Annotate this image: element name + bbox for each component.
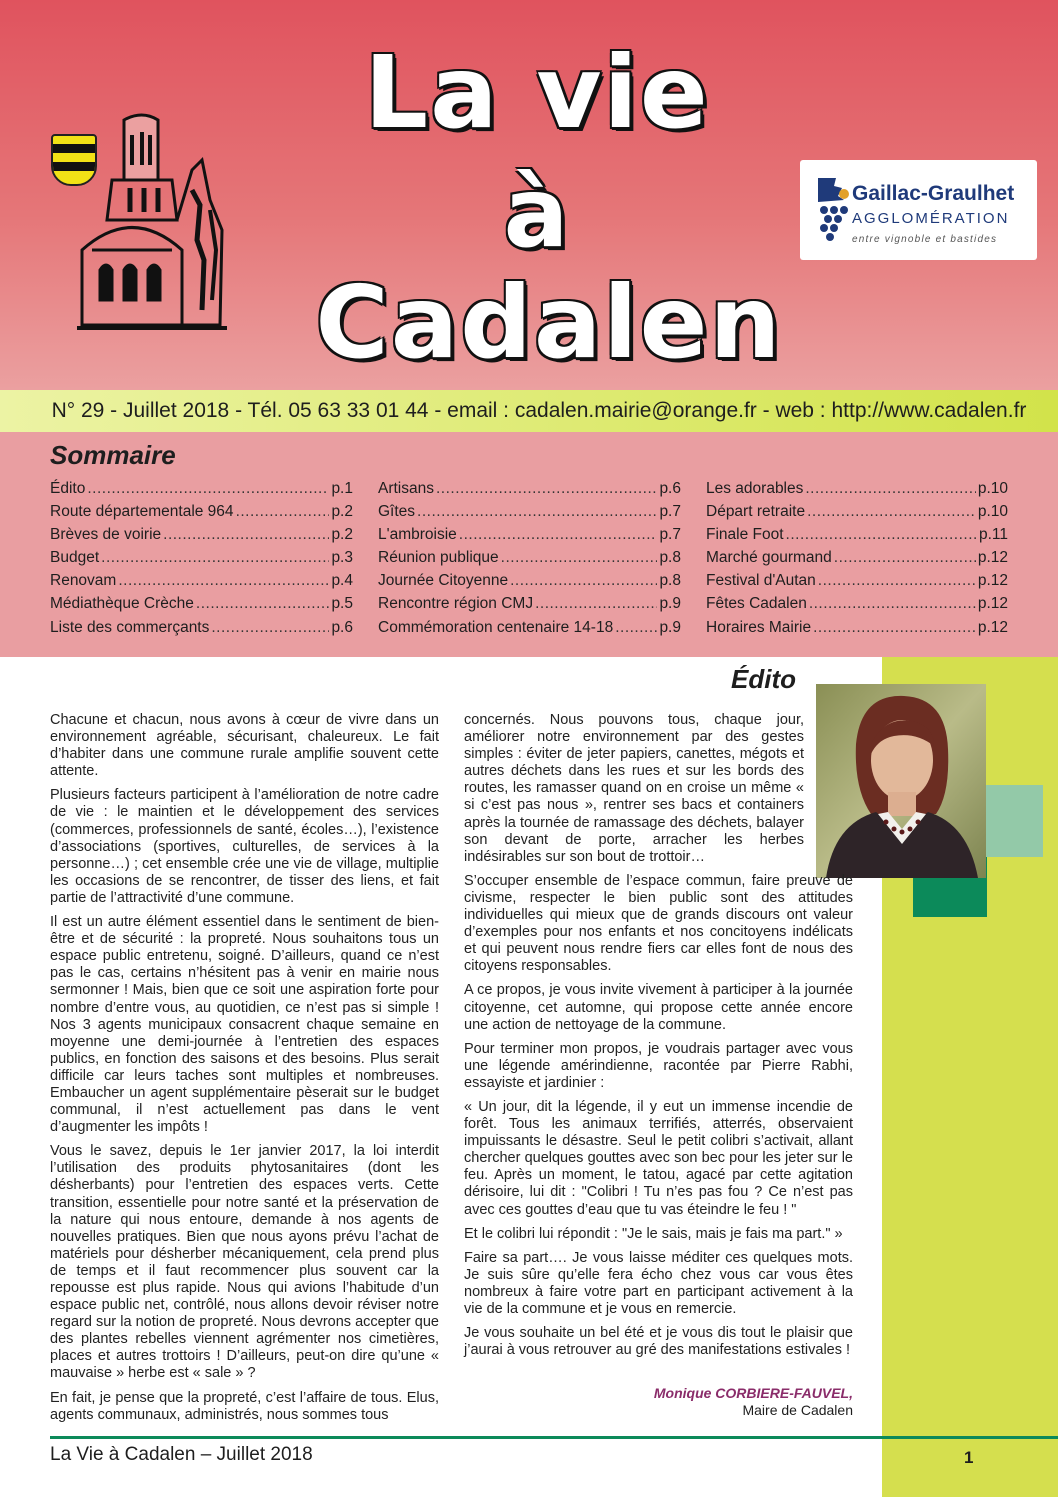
signature [464, 1385, 853, 1419]
footer-rule [50, 1436, 1058, 1439]
table-of-contents [0, 432, 1058, 657]
edito-column-2 [464, 712, 853, 1366]
edito-paragraph: Chacune et chacun, nous avons à cœur de vivre dans un environnement agréable, sécurisant, chaleureux. Le fait d’habiter dans une commune rurale amplifie souvent cette attente. [50, 712, 439, 780]
toc-leader [818, 572, 976, 590]
edito-paragraph: Plusieurs facteurs participent à l’amélioration de notre cadre de vie : le maintien et le développement des services (commerces, professionnels de santé, écoles…), l’existence d’associations (sportives, culturelles, de services à la personne…) ; cet ensemble crée une vie de village, multiplie les occasions de se rencontrer, de tisser des liens, et fait partie de l’attractivité d’une commune. [50, 787, 439, 906]
toc-leader [813, 619, 976, 637]
edito-paragraph: En fait, je pense que la propreté, c’est l’affaire de tous. Elus, agents communaux, administrés, nous sommes tous [50, 1389, 439, 1423]
toc-item[interactable]: Rencontre région CMJ ..... p.9 [378, 595, 681, 618]
page-number: 1 [964, 1448, 974, 1467]
edito-paragraph: A ce propos, je vous invite vivement à participer à la journée citoyenne, cet automne, qui propose cette année encore une action de nettoyage de la commune. [464, 982, 853, 1033]
footer-title: La Vie à Cadalen – Juillet 2018 [50, 1444, 313, 1465]
title-line-2: à [503, 157, 571, 269]
toc-leader [786, 526, 977, 544]
toc-leader [118, 572, 329, 590]
grape-cluster-icon [814, 174, 850, 246]
toc-leader [501, 549, 658, 567]
edito-column-1 [50, 712, 439, 1431]
edito-heading: Édito [731, 664, 796, 694]
toc-leader [535, 595, 657, 613]
toc-leader [459, 526, 658, 544]
toc-item[interactable]: Festival d'Autan ..... p.12 [706, 572, 1008, 595]
toc-column-3 [706, 480, 1008, 642]
edito-paragraph: S’occuper ensemble de l’espace commun, faire preuve de civisme, respecter le bien public sont des attitudes individuelles qui mieux que de grands discours ont valeur d’exemples pour nos enfants et nos concitoyens indélicats et qui peuvent nous rendre fiers car elles font de nous des citoyens responsables. [464, 872, 853, 975]
edito-paragraph: Je vous souhaite un bel été et je vous dis tout le plaisir que j’aurai à vous retrouver au gré des manifestations estivales ! [464, 1325, 853, 1359]
masthead [0, 0, 1058, 390]
edito-paragraph: « Un jour, dit la légende, il y eut un immense incendie de forêt. Tous les animaux terrifiés, atterrés, observaient impuissants le désastre. Seul le petit colibri s’activait, allant chercher quelques gouttes avec son bec pour les jeter sur le feu. Après un moment, le tatou, agacé par cette agitation dérisoire, lui dit : "Colibri ! Tu n’es pas fou ? Ce n’est pas avec ces gouttes d’eau que tu vas éteindre le feu ! " [464, 1098, 853, 1218]
partner-logo-tagline: entre vignoble et bastides [852, 234, 998, 245]
signature-name: Monique CORBIERE-FAUVEL, [653, 1385, 853, 1401]
toc-column-1 [50, 480, 353, 642]
toc-item[interactable]: Budget ..... p.3 [50, 549, 353, 572]
title-line-3: Cadalen [315, 264, 783, 381]
edito-paragraph: Et le colibri lui répondit : "Je le sais, mais je fais ma part." » [464, 1225, 843, 1242]
partner-logo [800, 160, 1037, 260]
edito-paragraph: Il est un autre élément essentiel dans le sentiment de bien-être et de sécurité : la propreté. Nous souhaitons tous un espace public entretenu, soigné. D’ailleurs, quand ce n’est pas le cas, certains n’hésitent pas à venir en mairie nous sermonner ! Mais, bien que ce soit une aspiration forte pour nombre d’entre vous, au quotidien, ce n’est pas si simple ! Nos 3 agents municipaux consacrent chaque semaine en moyenne une demi-journée à l’entretien des espaces publics, en fonction des saisons et des besoins. Plus serait difficile car leurs taches sont multiples et nombreuses. Embaucher un agent supplémentaire pèserait sur le budget communal, il n’est actuellement pas dans le vent d’augmenter les impôts ! [50, 914, 439, 1136]
toc-item[interactable]: Commémoration centenaire 14-18 ..... p.9 [378, 619, 681, 642]
toc-leader [101, 549, 329, 567]
toc-item[interactable]: Départ retraite ..... p.10 [706, 503, 1008, 526]
toc-leader [436, 480, 657, 498]
partner-logo-name: Gaillac-Graulhet [852, 182, 1015, 205]
toc-item[interactable]: Liste des commerçants ..... p.6 [50, 619, 353, 642]
toc-item[interactable]: Route départementale 964 ..... p.2 [50, 503, 353, 526]
toc-leader [809, 595, 976, 613]
toc-leader [805, 480, 975, 498]
toc-column-2 [378, 480, 681, 642]
toc-leader [163, 526, 329, 544]
toc-leader [834, 549, 976, 567]
summary-title: Sommaire [50, 440, 176, 470]
toc-leader [807, 503, 976, 521]
toc-item[interactable]: Médiathèque Crèche ..... p.5 [50, 595, 353, 618]
toc-item[interactable]: Finale Foot ..... p.11 [706, 526, 1008, 549]
toc-item[interactable]: Journée Citoyenne ..... p.8 [378, 572, 681, 595]
toc-leader [87, 480, 329, 498]
toc-item[interactable]: Les adorables ..... p.10 [706, 480, 1008, 503]
toc-item[interactable]: Édito ..... p.1 [50, 480, 353, 503]
contact-bar [0, 390, 1058, 432]
toc-item[interactable]: Renovam ..... p.4 [50, 572, 353, 595]
toc-item[interactable]: Brèves de voirie ..... p.2 [50, 526, 353, 549]
toc-leader [510, 572, 657, 590]
contact-line: N° 29 - Juillet 2018 - Tél. 05 63 33 01 44 - email : cadalen.mairie@orange.fr - web : http://www.cadalen.fr [51, 399, 1027, 422]
partner-logo-sub: AGGLOMÉRATION [852, 210, 1010, 227]
toc-item[interactable]: Marché gourmand ..... p.12 [706, 549, 1008, 572]
toc-item[interactable]: Fêtes Cadalen ..... p.12 [706, 595, 1008, 618]
toc-leader [236, 503, 330, 521]
toc-leader [196, 595, 330, 613]
edito-paragraph: Faire sa part…. Je vous laisse méditer ces quelques mots. Je suis sûre qu’elle fera écho chez vous car vous êtes nombreux à faire votre part en participant activement à la vie de la commune et je vous en remercie. [464, 1249, 853, 1317]
signature-role: Maire de Cadalen [742, 1402, 853, 1418]
toc-item[interactable]: L'ambroisie ..... p.7 [378, 526, 681, 549]
edito-paragraph: Vous le savez, depuis le 1er janvier 2017, la loi interdit l’utilisation des produits phytosanitaires (dont les désherbants) pour l’entretien des espaces verts. Cette transition, essentielle pour notre santé et la préservation de la nature qui nous entoure, demande à nos agents de nouvelles pratiques. Bien que nous ayons prévu l’achat de matériels pour désherber mécaniquement, cela prend plus de temps et il faut recommencer plus souvent car la repousse est plus rapide. Nous qui avions l’habitude d’un espace public net, contrôlé, nous allons devoir réviser notre regard sur la notion de propreté. Nous devrons accepter que des plantes rebelles viennent agrémenter nos cimetières, places et autres trottoirs ! D’ailleurs, peut-on dire qu’une « mauvaise » herbe est « sale » ? [50, 1143, 439, 1382]
title-line-1: La vie [364, 34, 710, 151]
toc-item[interactable]: Artisans ..... p.6 [378, 480, 681, 503]
toc-leader [211, 619, 329, 637]
edito-paragraph: Pour terminer mon propos, je voudrais partager avec vous une légende amérindienne, racontée par Pierre Rabhi, essayiste et jardinier : [464, 1040, 853, 1091]
toc-leader [615, 619, 657, 637]
toc-item[interactable]: Horaires Mairie ..... p.12 [706, 619, 1008, 642]
toc-leader [417, 503, 657, 521]
toc-item[interactable]: Gîtes ..... p.7 [378, 503, 681, 526]
toc-item[interactable]: Réunion publique ..... p.8 [378, 549, 681, 572]
edito-paragraph: concernés. Nous pouvons tous, chaque jour, améliorer notre environnement par des gestes simples : éviter de jeter papiers, canettes, mégots et autres déchets dans les rues et sur les bords des routes, les ramasser quand on en croise un même « si c’est pas nous », rentrer ses bacs et containers après la tournée de ramassage des déchets, balayer son devant de porte, arracher les herbes indésirables sur son bout de trottoir… [464, 712, 804, 865]
